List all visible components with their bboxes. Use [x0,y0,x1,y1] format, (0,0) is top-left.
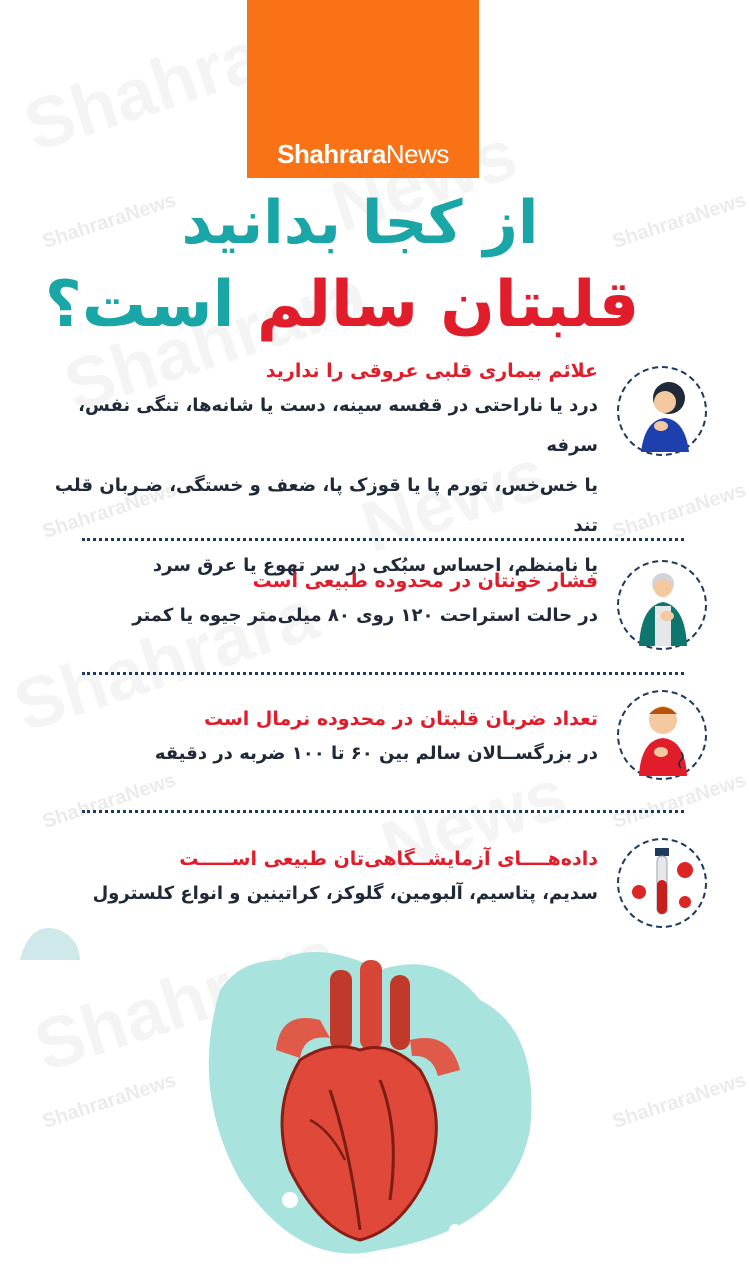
page-title-line-1: از کجا بدانید [181,188,539,258]
anatomical-heart-icon [180,930,540,1280]
section-body-line: در حالت استراحت ۱۲۰ روی ۸۰ میلی‌متر جیوه یا کمتر [132,605,598,626]
section-body-line: یا نامنظم، احساس سبُکی در سر تهوع یا عرق سرد [152,555,598,576]
section-divider [82,810,684,813]
section-heading: علائم بیماری قلبی عروقی را ندارید [265,360,598,382]
title-highlight-teal: است؟ [44,268,235,342]
brand-logo-block [247,0,479,178]
watermark-layer: ShahraraNews ShahraraNews ShahraraNews ShahraraNews ShahraraNews ShahraraNews ShahraraNews ShahraraNews [39,189,749,1133]
section-body-line: در بزرگســالان سالم بین ۶۰ تا ۱۰۰ ضربه در دقیقه [154,743,598,764]
section-body-line: سدیم، پتاسیم، آلبومین، گلوکز، کراتینین و انواع کلسترول [92,883,598,904]
section-divider [82,672,684,675]
page-title-line-2 [42,270,642,340]
section-body-line: یا خس‌خس، تورم پا یا قوزک پا، ضعف و خستگی، ضـربان قلب تند [54,475,598,536]
section-heading: فشار خونتان در محدوده طبیعی است [252,570,598,592]
section-heading: تعداد ضربان قلبتان در محدوده نرمال است [203,708,598,730]
section-body-line: درد یا ناراحتی در قفسه سینه، دست یا شانه‌ها، تنگی نفس، سرفه [78,395,598,456]
section-heading: داده‌هــــای آزمایشــگاهی‌تان طبیعی اســـــت [179,848,598,870]
blood-test-tube-icon [617,838,707,928]
section-divider [82,538,684,541]
person-chest-pain-icon [617,366,707,456]
brand-logo: ShahraraNews [277,139,449,169]
man-heart-pain-icon [617,690,707,780]
elderly-woman-chest-icon [617,560,707,650]
title-highlight-red: قلبتان سالم [256,268,640,342]
decorative-blob [20,920,80,960]
